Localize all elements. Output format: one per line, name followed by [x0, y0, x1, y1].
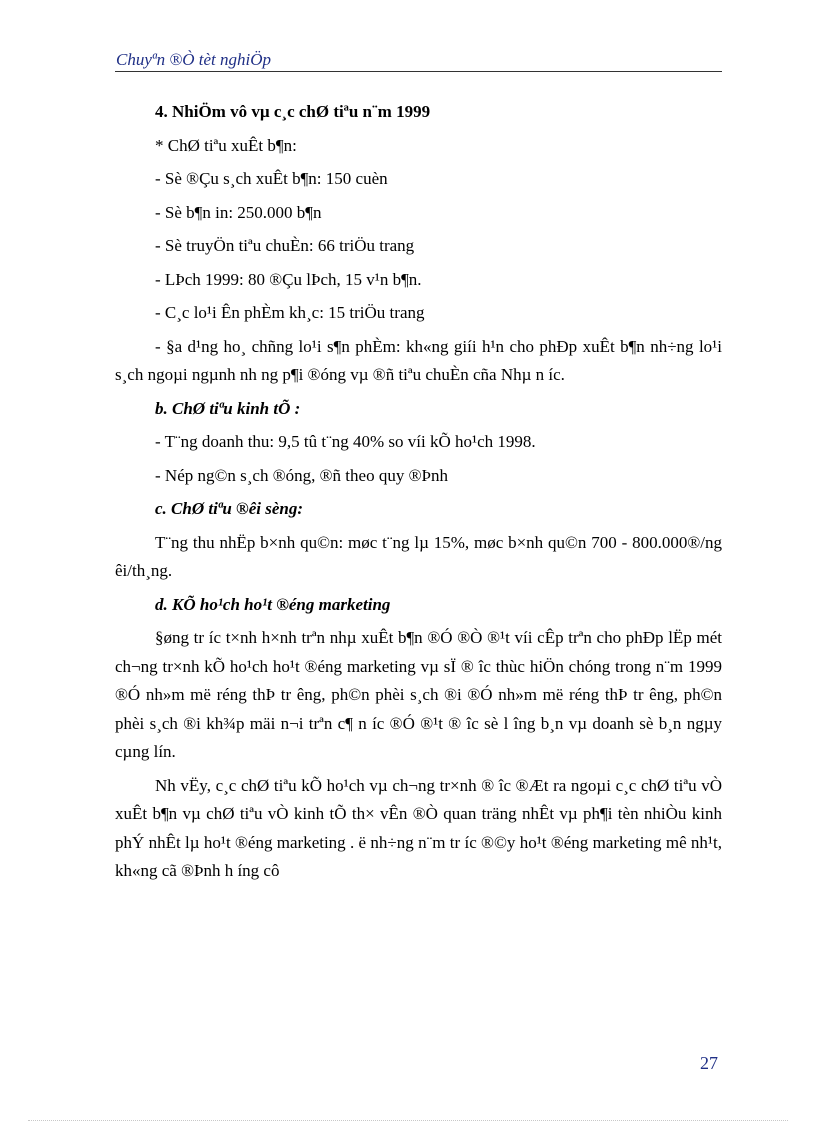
subsection-heading: b. ChØ tiªu kinh tÕ : [155, 398, 301, 418]
header-divider [115, 71, 722, 72]
text-line: - C¸c lo¹i Ên phÈm kh¸c: 15 triÖu trang [155, 303, 425, 322]
subsection-heading: c. ChØ tiªu ®êi sèng: [155, 499, 304, 518]
page-number: 27 [700, 1053, 718, 1073]
paragraph: - §a d¹ng ho¸ chñng lo¹i s¶n phÈm: kh«ng giíi h¹n cho phÐp xuÊt b¶n nh÷ng lo¹i s¸ch ngoµi ngµnh nh ng p¶i ®óng vµ ®ñ tiªu chuÈn cña Nhµ n íc. [115, 336, 722, 384]
running-header-title: Chuyªn ®Ò tèt nghiÖp [116, 50, 272, 69]
paragraph: T¨ng thu nhËp b×nh qu©n: møc t¨ng lµ 15%, møc b×nh qu©n 700 - 800.000®/ng êi/th¸ng. [115, 532, 722, 580]
subsection-heading: d. KÕ ho¹ch ho¹t ®éng marketing [155, 594, 391, 614]
paragraph: §øng tr íc t×nh h×nh trªn nhµ xuÊt b¶n ®Ó ®Ò ®¹t víi cÊp trªn cho phÐp lËp mét ch¬ng tr×nh kÕ ho¹ch ho¹t ®éng marketing vµ sÏ ® îc thùc hiÖn chóng trong n¨m 1999 ®Ó nh»m më réng thÞ tr êng, ph©n phèi s¸ch ®i ®Ó nh»m më réng thÞ tr êng, ph©n phèi s¸ch ®i kh¾p mäi n¬i trªn c¶ n íc ®Ó ®¹t ® îc sè l îng b¸n vµ doanh sè b¸n ngµy cµng lín. [115, 628, 722, 761]
text-line: - T¨ng doanh thu: 9,5 tû t¨ng 40% so víi kÕ ho¹ch 1998. [155, 432, 536, 451]
text-line: - Sè ®Çu s¸ch xuÊt b¶n: 150 cuèn [155, 169, 388, 188]
section-heading: 4. NhiÖm vô vµ c¸c chØ tiªu n¨m 1999 [155, 102, 431, 121]
page-bottom-border [28, 1120, 788, 1121]
text-line: - Nép ng©n s¸ch ®óng, ®ñ theo quy ®Þnh [155, 465, 448, 485]
paragraph: Nh vËy, c¸c chØ tiªu kÕ ho¹ch vµ ch¬ng tr×nh ® îc ®Æt ra ngoµi c¸c chØ tiªu vÒ xuÊt b¶n vµ chØ tiªu vÒ kinh tÕ th× vÊn ®Ò quan träng nhÊt vµ ph¶i tèn nhiÒu kinh phÝ nhÊt lµ ho¹t ®éng marketing . ë nh÷ng n¨m tr íc ®©y ho¹t ®éng marketing mê nh¹t, kh«ng cã ®Þnh h íng cô [115, 775, 722, 880]
text-line: * ChØ tiªu xuÊt b¶n: [155, 135, 297, 155]
page-body [115, 98, 722, 891]
text-line: - Sè truyÖn tiªu chuÈn: 66 triÖu trang [155, 236, 415, 255]
text-line: - LÞch 1999: 80 ®Çu lÞch, 15 v¹n b¶n. [155, 269, 422, 289]
text-line: - Sè b¶n in: 250.000 b¶n [155, 202, 322, 222]
